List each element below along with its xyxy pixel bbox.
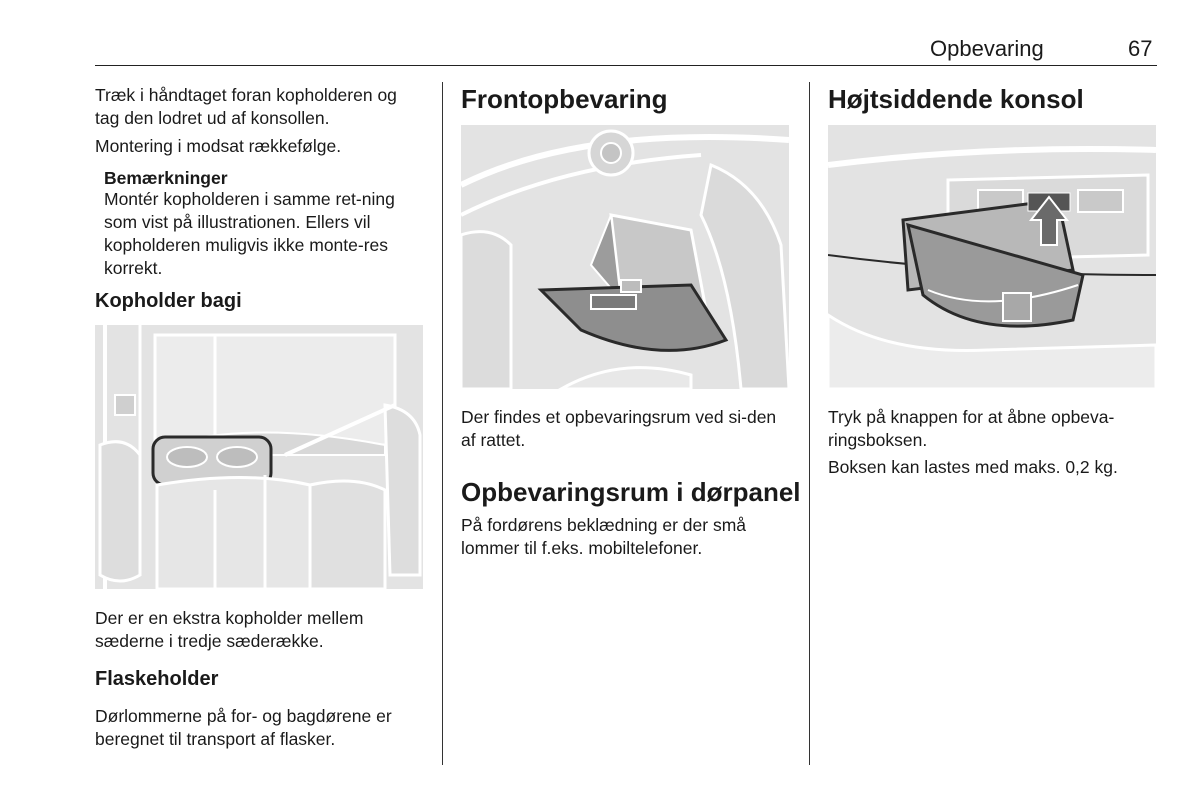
paragraph-door-storage: På fordørens beklædning er der små lommer til f.eks. mobiltelefoner. — [461, 515, 746, 558]
page-number: 67 — [1128, 36, 1153, 61]
heading-rear-cupholder: Kopholder bagi — [95, 290, 242, 312]
heading-front-storage: Frontopbevaring — [461, 84, 668, 114]
note-title: Bemærkninger — [104, 168, 228, 188]
heading-bottle-holder: Flaskeholder — [95, 668, 219, 690]
header-rule — [95, 65, 1157, 66]
heading-door-storage: Opbevaringsrum i dørpanel — [461, 477, 801, 507]
heading-high-console: Højtsiddende konsol — [828, 84, 1084, 114]
column-divider-2 — [809, 82, 810, 765]
paragraph-remove-cupholder: Træk i håndtaget foran kopholderen og tag den lodret ud af konsollen. — [95, 85, 397, 128]
front-storage-illustration — [461, 125, 789, 389]
paragraph-rear-cupholder: Der er en ekstra kopholder mellem sæderne i tredje sæderække. — [95, 608, 364, 651]
paragraph-console-open: Tryk på knappen for at åbne opbeva-ringsboksen. — [828, 407, 1115, 450]
paragraph-bottle-holder: Dørlommerne på for- og bagdørene er beregnet til transport af flasker. — [95, 706, 392, 749]
column-divider-1 — [442, 82, 443, 765]
paragraph-mounting: Montering i modsat rækkefølge. — [95, 136, 342, 156]
paragraph-console-load: Boksen kan lastes med maks. 0,2 kg. — [828, 457, 1118, 477]
paragraph-front-storage: Der findes et opbevaringsrum ved si-den af rattet. — [461, 407, 777, 450]
rear-cupholder-illustration — [95, 325, 423, 589]
note-text: Montér kopholderen i samme ret-ning som vist på illustrationen. Ellers vil kopholderen muligvis ikke monte-res korrekt. — [104, 189, 395, 278]
high-console-illustration — [828, 125, 1156, 389]
section-title: Opbevaring — [930, 36, 1044, 61]
